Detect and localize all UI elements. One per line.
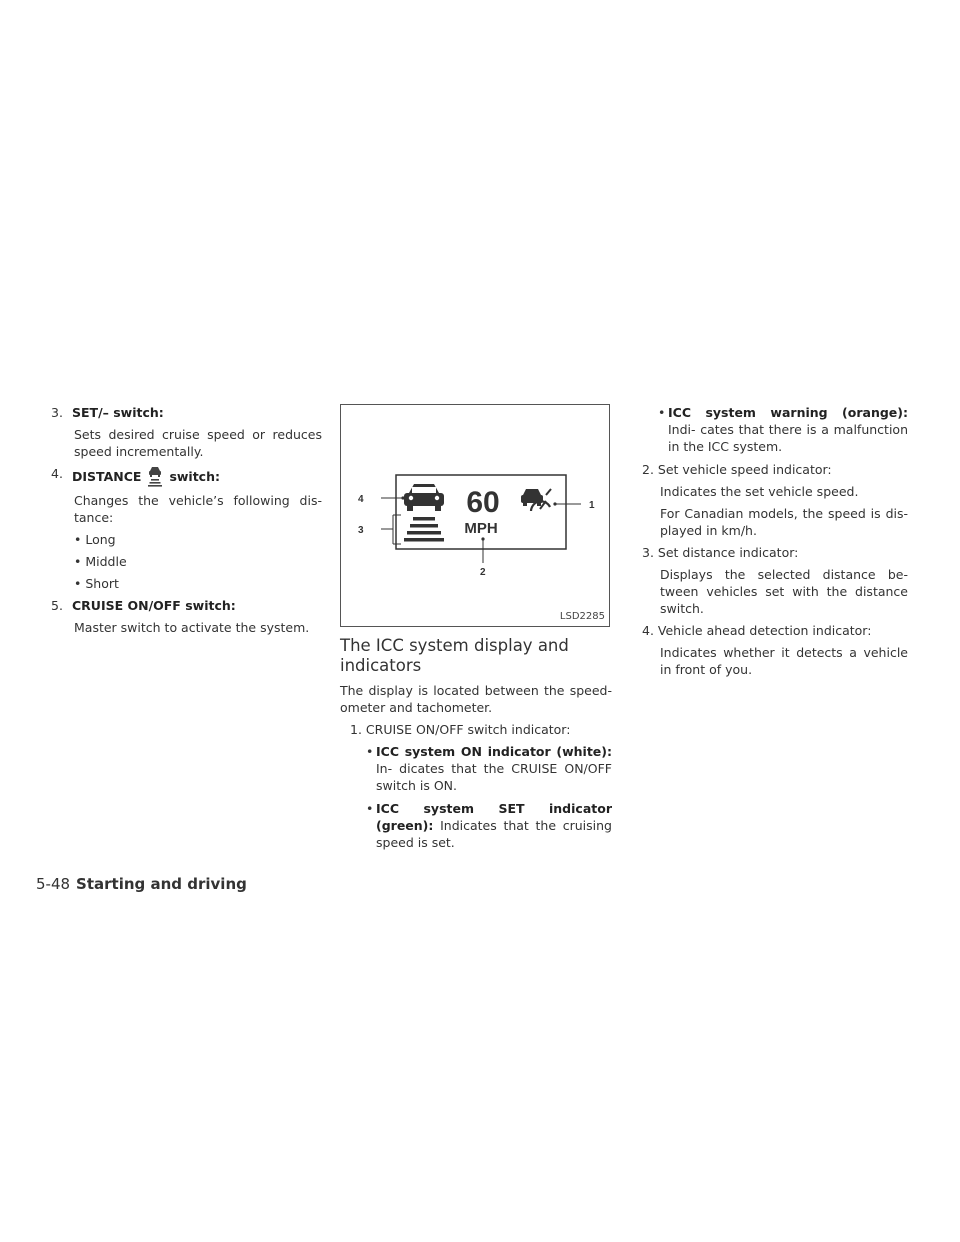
list-item-4: 4. Vehicle ahead detection indicator: xyxy=(642,623,872,638)
bullet-title: ICC system warning (orange): xyxy=(668,405,908,420)
section-heading: The ICC system display and indicators xyxy=(340,636,569,675)
page-footer xyxy=(36,876,247,893)
bullet-icc-set: • ICC system SET indicator (green): Indicates that the cruising speed is set. xyxy=(366,801,612,850)
list-item-4-body: Indicates whether it detects a vehicle in front of you. xyxy=(660,645,908,677)
bullet-title: ICC system SET indicator (green): xyxy=(376,801,612,833)
item-title: SET/– switch: xyxy=(72,405,164,420)
bullet-body: In- dicates that the CRUISE ON/OFF switch is ON. xyxy=(376,761,612,793)
list-item-2-body: Indicates the set vehicle speed. xyxy=(660,484,859,499)
icc-display-diagram xyxy=(341,405,609,626)
list-item-2-note: For Canadian models, the speed is dis- played in km/h. xyxy=(660,506,908,538)
item-number: 3. xyxy=(51,405,63,420)
item-number: 5. xyxy=(51,598,63,613)
callout-1: 1 xyxy=(589,500,595,511)
distance-bars-icon xyxy=(404,517,444,542)
callout-2: 2 xyxy=(480,567,486,578)
distance-icon xyxy=(145,465,165,487)
bullet-body: Indi- cates that there is a malfunction in the ICC system. xyxy=(668,422,908,454)
right-column xyxy=(636,404,908,683)
cruise-indicator-icon xyxy=(521,489,543,506)
item-body: Sets desired cruise speed or reduces speed incrementally. xyxy=(74,427,322,459)
figure-label: LSD2285 xyxy=(559,611,605,622)
option-middle: • Middle xyxy=(74,554,127,569)
list-item-3: 3. Set distance indicator: xyxy=(642,545,799,560)
item-title-post: switch: xyxy=(169,469,220,484)
item-title-pre: DISTANCE xyxy=(72,469,142,484)
intro-paragraph: The display is located between the speed- ometer and tachometer. xyxy=(340,683,612,715)
item-title: CRUISE ON/OFF switch: xyxy=(72,598,236,613)
set-speed-value: 60 xyxy=(466,486,500,519)
callout-3: 3 xyxy=(358,525,364,536)
item-body: Changes the vehicle’s following dis- tance: xyxy=(74,493,322,525)
list-item-1: 1. CRUISE ON/OFF switch indicator: xyxy=(350,722,571,737)
item-set-switch xyxy=(36,404,322,421)
callout-4: 4 xyxy=(358,494,364,505)
option-long: • Long xyxy=(74,532,116,547)
bullet-body: Indicates that the cruising speed is set. xyxy=(376,818,612,850)
list-item-3-body: Displays the selected distance be- tween vehicles set with the distance switch. xyxy=(660,567,908,616)
bullet-icc-warning: • ICC system warning (orange): Indi- cates that there is a malfunction in the ICC system. xyxy=(658,405,908,454)
bullet-icc-on: • ICC system ON indicator (white): In- dicates that the CRUISE ON/OFF switch is ON. xyxy=(366,744,612,793)
section-name: Starting and driving xyxy=(76,875,247,893)
left-column xyxy=(36,404,322,641)
item-cruise-switch xyxy=(36,597,322,614)
item-body: Master switch to activate the system. xyxy=(74,620,310,635)
speed-unit: MPH xyxy=(464,520,498,537)
option-short: • Short xyxy=(74,576,119,591)
middle-column xyxy=(340,404,612,857)
page-number: 5-48 xyxy=(36,875,71,893)
item-number: 4. xyxy=(51,466,63,481)
list-item-2: 2. Set vehicle speed indicator: xyxy=(642,462,832,477)
item-distance-switch xyxy=(36,465,322,487)
icc-display-figure xyxy=(340,404,610,627)
bullet-title: ICC system ON indicator (white): xyxy=(376,744,612,759)
